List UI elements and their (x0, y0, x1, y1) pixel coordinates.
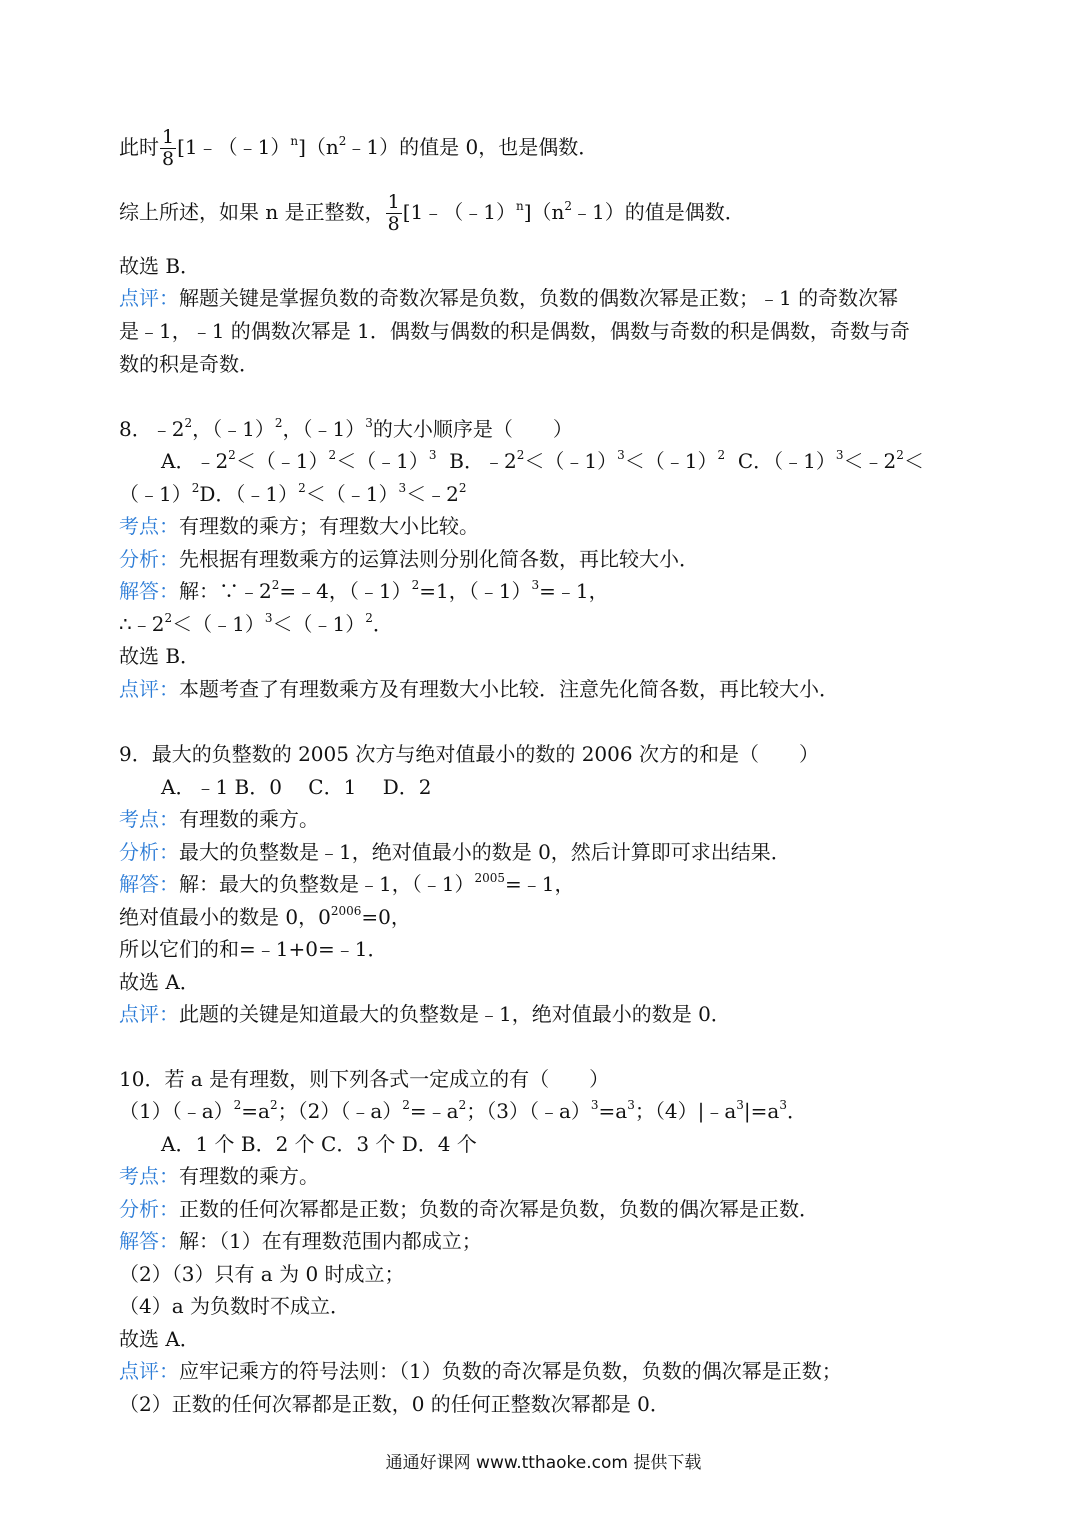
jieda-line: 解答：解：（1）在有理数范围内都成立； (119, 1229, 482, 1253)
kaodian-line: 考点：有理数的乘方；有理数大小比较。 (119, 514, 479, 538)
question-8-options-cont: （﹣1）$^2$D．$(﹣1)^2<(﹣1)^3<﹣2^2$ (119, 481, 467, 506)
dianping-line: （2）正数的任何次幂都是正数，0 的任何正整数次幂都是 0． (119, 1392, 670, 1416)
fenxi-line: 分析：先根据有理数乘方的运算法则分别化简各数，再比较大小． (119, 547, 699, 571)
kaodian-line: 考点：有理数的乘方。 (119, 807, 319, 831)
fraction: $\frac{1}{8}$ (162, 126, 175, 170)
answer-line: 故选 A． (119, 970, 200, 994)
text-line: 综上所述，如果 n 是正整数， $\frac{1}{8}$ $[1﹣(﹣1)^n](n^2﹣1)$的值是偶数． (119, 191, 745, 235)
dianping-line: 点评：应牢记乘方的符号法则：（1）负数的奇次幂是负数，负数的偶次幂是正数； (119, 1359, 842, 1383)
jieda-line: 所以它们的和=﹣1+0=﹣1． (119, 937, 388, 961)
question-10-formulas: $(1)(﹣a)^2=a^2$；$(2)(﹣a)^2=﹣a^2$；$(3)(﹣a)^3=a^3$；$(4)|﹣a^3|=a^3$． (119, 1098, 807, 1123)
question-8-options: A．$﹣2^2<(﹣1)^2<(﹣1)^3$ B．$﹣2^2<(﹣1)^3<(﹣1)^2$ C．$(﹣1)^3<﹣2^2<$ (161, 448, 924, 473)
jieda-line: 解答：解：最大的负整数是﹣1，（﹣1）$^{2005}$=﹣1， (119, 871, 575, 896)
text-line: 此时 $\frac{1}{8}$ $[1﹣(﹣1)^n](n^2﹣1)$的值是 0，也是偶数． (119, 126, 599, 170)
comment-line: 点评：解题关键是掌握负数的奇数次幂是负数，负数的偶数次幂是正数；﹣1 的奇数次幂 (119, 286, 899, 310)
jieda-line: （4）a 为负数时不成立． (119, 1294, 351, 1318)
jieda-line: 解答：解：$\because﹣2^2=﹣4$，（﹣1）$^2$=1，（﹣1）$^3$=﹣1， (119, 578, 609, 603)
jieda-line: （2）（3）只有 a 为 0 时成立； (119, 1262, 405, 1286)
question-8-stem: 8．$﹣2^2$，（﹣1）$^2$，（﹣1）$^3$的大小顺序是（ ） (119, 416, 573, 441)
answer-line: 故选 A． (119, 1327, 200, 1351)
dianping-line: 点评：此题的关键是知道最大的负整数是﹣1，绝对值最小的数是 0． (119, 1002, 731, 1026)
question-9-options: A．﹣1 B．0 C．1 D．2 (161, 775, 432, 799)
fraction: $\frac{1}{8}$ (387, 191, 400, 235)
fenxi-line: 分析：正数的任何次幂都是正数；负数的奇次幂是负数，负数的偶次幂是正数． (119, 1197, 819, 1221)
question-9-stem: 9．最大的负整数的 2005 次方与绝对值最小的数的 2006 次方的和是（ ） (119, 742, 819, 766)
question-10-options: A．1 个 B．2 个 C．3 个 D．4 个 (161, 1132, 477, 1156)
fenxi-line: 分析：最大的负整数是﹣1，绝对值最小的数是 0，然后计算即可求出结果． (119, 840, 791, 864)
answer-line: 故选 B． (119, 644, 201, 668)
kaodian-line: 考点：有理数的乘方。 (119, 1164, 319, 1188)
page-footer: 通通好课网 www.tthaoke.com 提供下载 (385, 1453, 702, 1473)
comment-line: 数的积是奇数． (119, 352, 259, 376)
jieda-line: $\therefore﹣2^2<(﹣1)^3<(﹣1)^2$． (119, 611, 393, 636)
comment-line: 是﹣1，﹣1 的偶数次幂是 1．偶数与偶数的积是偶数，偶数与奇数的积是偶数，奇数与奇 (119, 319, 910, 343)
jieda-line: 绝对值最小的数是 0，$0^{2006}=0$， (119, 904, 411, 929)
dianping-line: 点评：本题考查了有理数乘方及有理数大小比较．注意先化简各数，再比较大小． (119, 677, 839, 701)
question-10-stem: 10．若 a 是有理数，则下列各式一定成立的有（ ） (119, 1067, 610, 1091)
answer-line: 故选 B． (119, 254, 201, 278)
